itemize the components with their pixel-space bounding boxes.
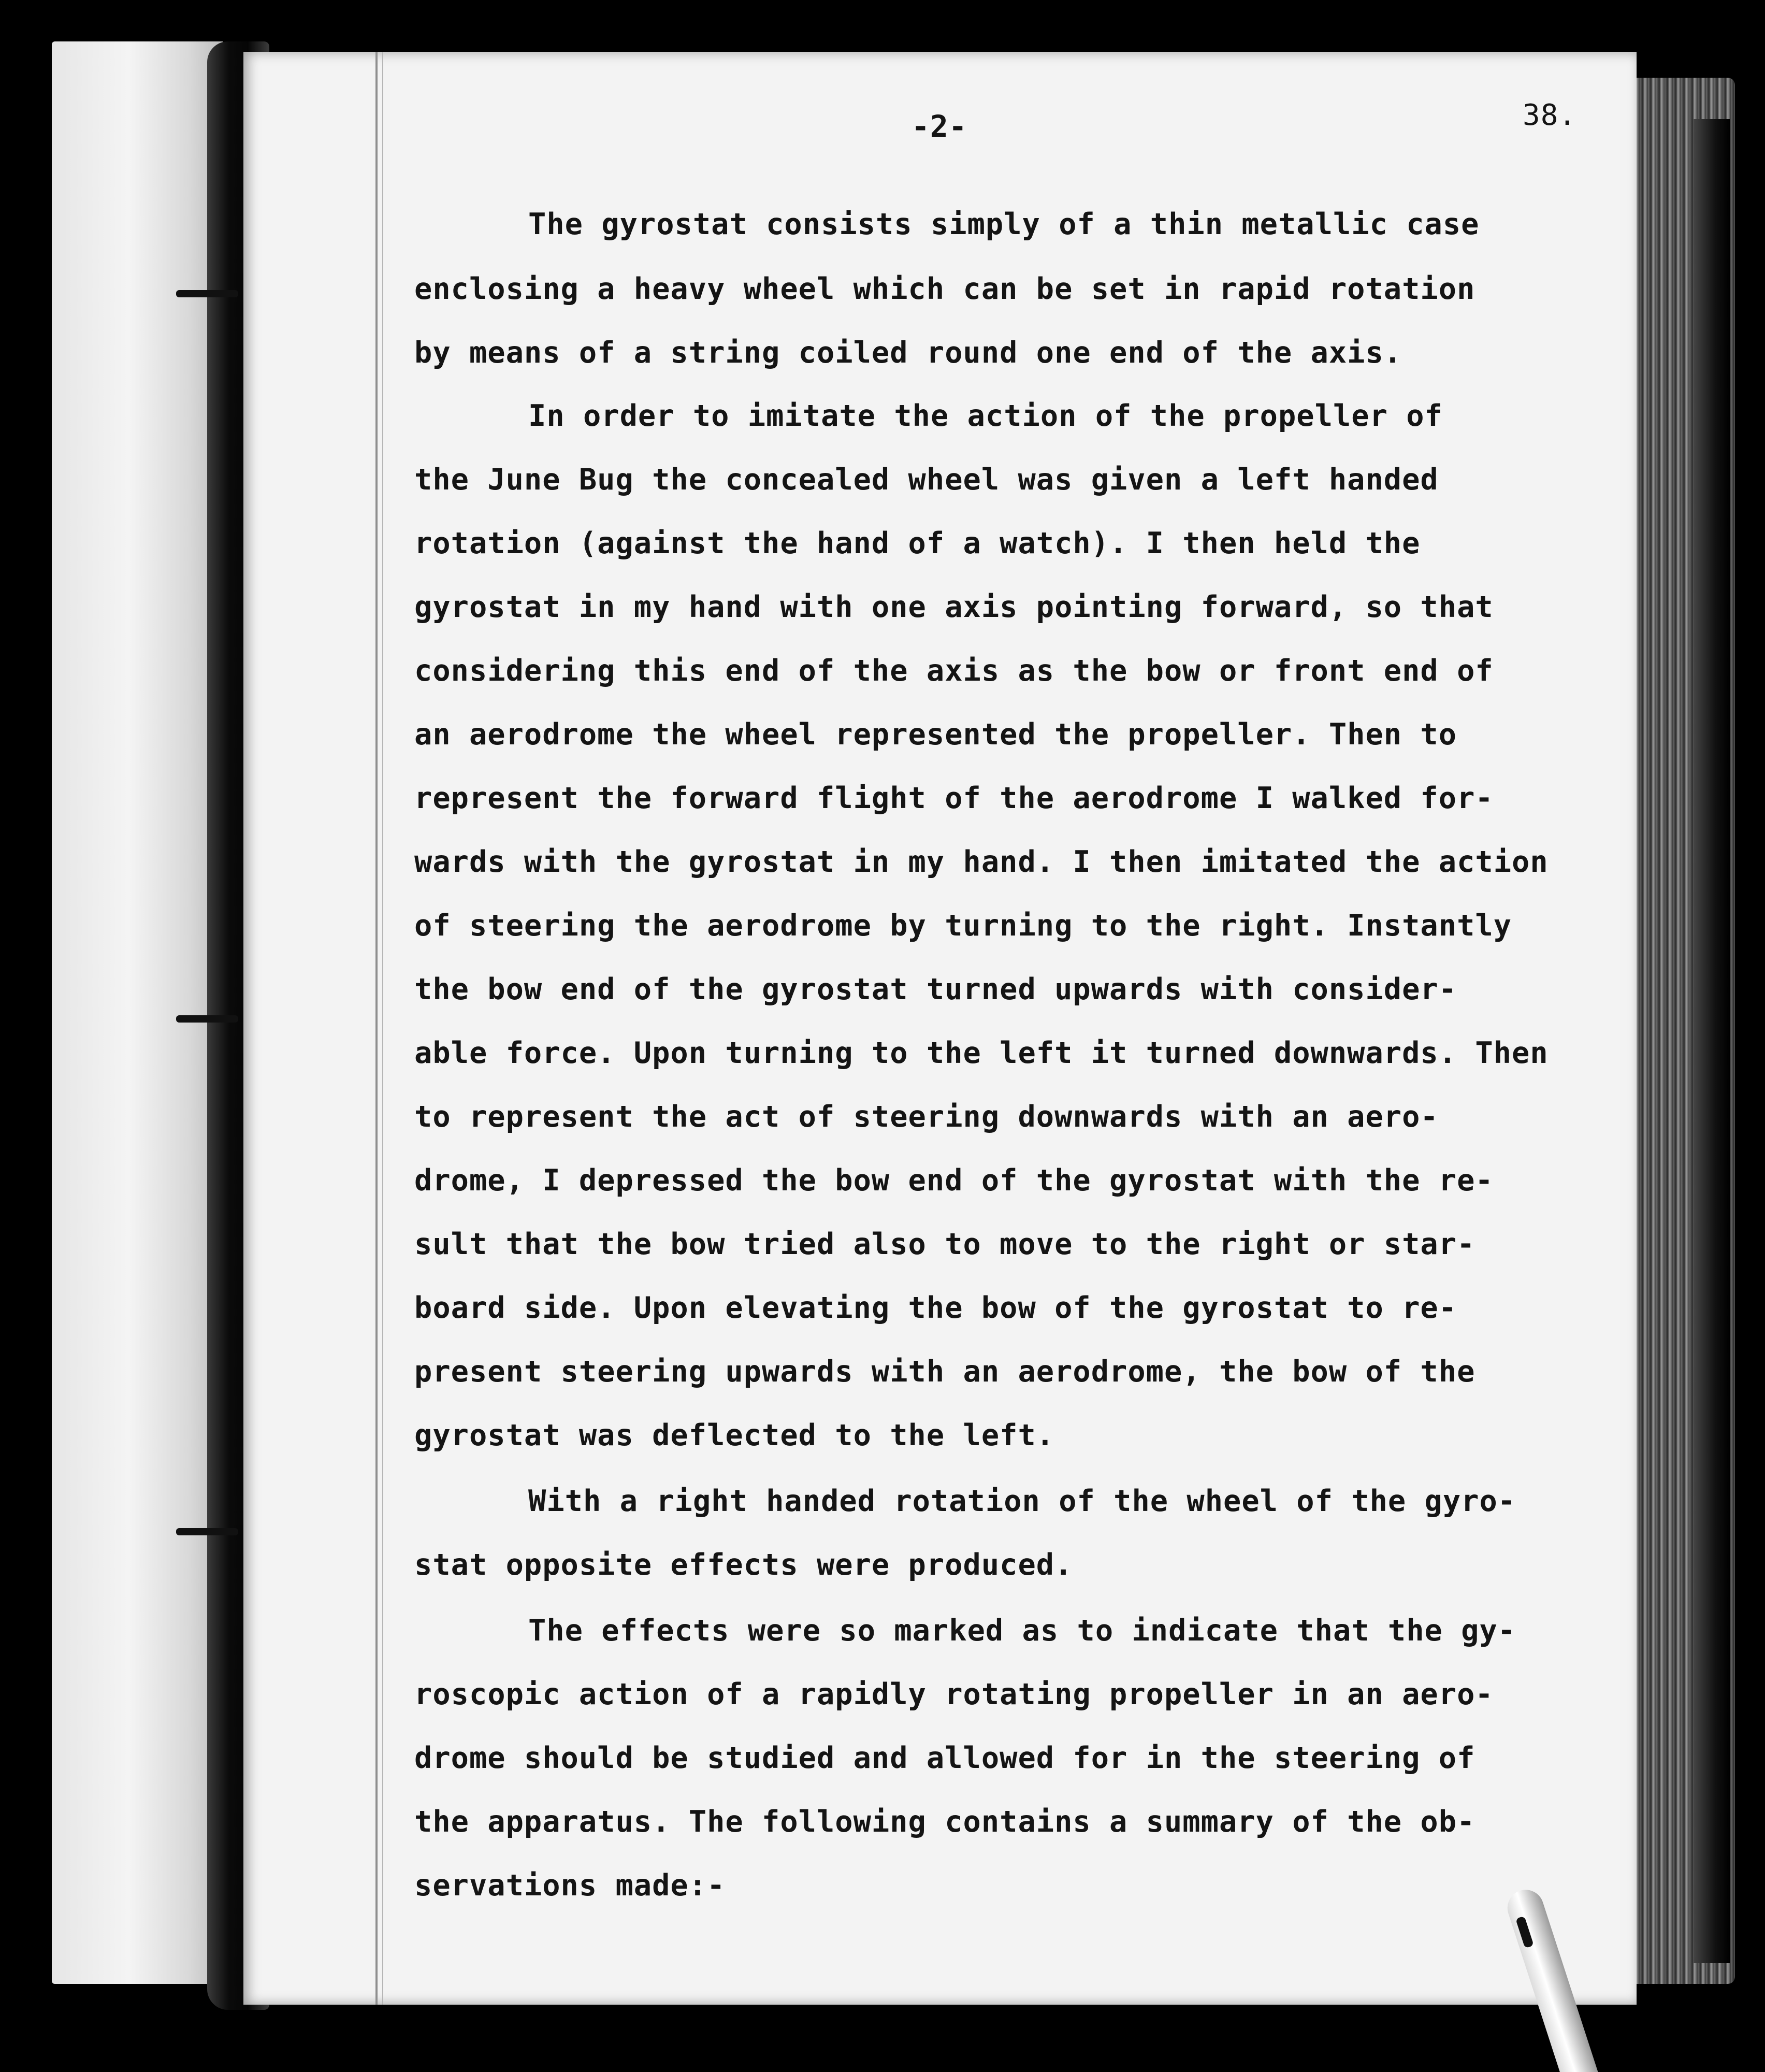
text-line: to represent the act of steering downwards with an aero- — [414, 1100, 1439, 1134]
text-line: the bow end of the gyrostat turned upwards with consider- — [414, 972, 1457, 1006]
text-line: gyrostat was deflected to the left. — [414, 1418, 1055, 1452]
text-line: servations made:- — [414, 1868, 726, 1903]
text-line: present steering upwards with an aerodrome, the bow of the — [414, 1355, 1475, 1389]
text-line: With a right handed rotation of the wheel of the gyro- — [528, 1484, 1516, 1518]
text-line: board side. Upon elevating the bow of the gyrostat to re- — [414, 1291, 1457, 1325]
book-cover-edge — [1694, 119, 1730, 1963]
text-line: The gyrostat consists simply of a thin metallic case — [528, 207, 1480, 241]
text-line: roscopic action of a rapidly rotating propeller in an aero- — [414, 1677, 1494, 1711]
text-line: an aerodrome the wheel represented the propeller. Then to — [414, 717, 1457, 752]
page-number: -2- — [912, 109, 967, 144]
text-line: drome, I depressed the bow end of the gyrostat with the re- — [414, 1163, 1494, 1198]
text-line: In order to imitate the action of the propeller of — [528, 399, 1443, 433]
text-line: able force. Upon turning to the left it turned downwards. Then — [414, 1036, 1549, 1070]
binding-notch — [176, 1015, 238, 1023]
binding-notch — [176, 1528, 238, 1535]
binding-notch — [176, 290, 238, 297]
folio-number: 38. — [1523, 98, 1577, 132]
text-line: enclosing a heavy wheel which can be set in rapid rotation — [414, 272, 1475, 306]
text-line: the June Bug the concealed wheel was given a left handed — [414, 463, 1439, 497]
text-line: stat opposite effects were produced. — [414, 1548, 1073, 1582]
text-line: The effects were so marked as to indicate that the gy- — [528, 1614, 1516, 1648]
text-line: of steering the aerodrome by turning to the right. Instantly — [414, 909, 1512, 943]
typed-page — [243, 52, 1637, 2005]
text-line: gyrostat in my hand with one axis pointing forward, so that — [414, 590, 1494, 624]
text-line: drome should be studied and allowed for in the steering of — [414, 1741, 1475, 1775]
text-line: sult that the bow tried also to move to the right or star- — [414, 1227, 1475, 1261]
margin-rule — [382, 52, 383, 2005]
text-line: rotation (against the hand of a watch). I then held the — [414, 526, 1421, 560]
text-line: wards with the gyrostat in my hand. I then imitated the action — [414, 845, 1549, 879]
left-blank-page — [52, 41, 223, 1984]
margin-rule — [375, 52, 378, 2005]
text-line: considering this end of the axis as the bow or front end of — [414, 654, 1494, 688]
text-line: represent the forward flight of the aerodrome I walked for- — [414, 781, 1494, 815]
text-line: by means of a string coiled round one end of the axis. — [414, 336, 1402, 370]
text-line: the apparatus. The following contains a summary of the ob- — [414, 1805, 1475, 1839]
